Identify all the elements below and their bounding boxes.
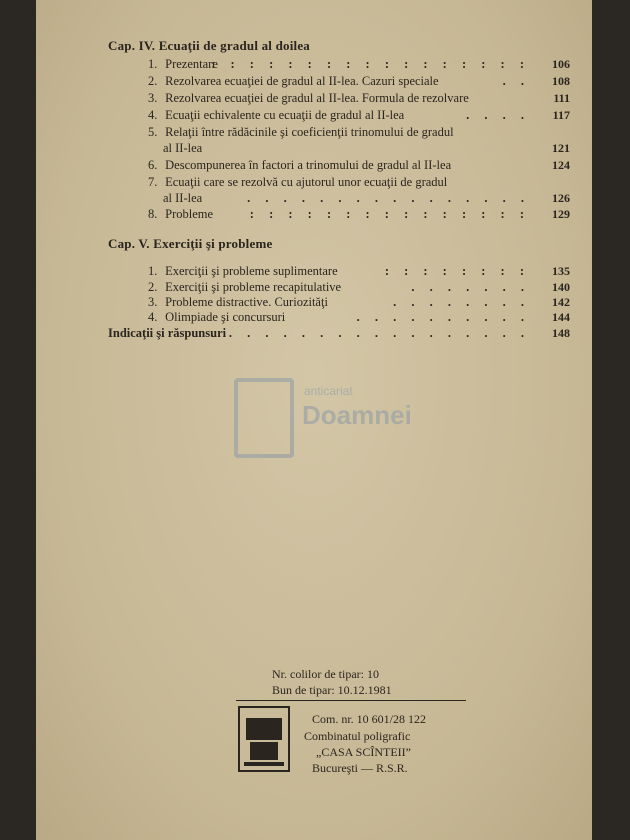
entry-page: 106 [552, 57, 570, 71]
chapter-heading: Cap. V. Exerciţii şi probleme [108, 236, 273, 251]
watermark-logo-icon [234, 378, 294, 458]
entry-page: 129 [552, 207, 570, 221]
entry-page: 148 [552, 326, 570, 340]
answers-entry [108, 326, 570, 341]
entry-page: 124 [552, 158, 570, 172]
toc-entry [148, 157, 570, 173]
printer-house: „CASA SCÎNTEII” [316, 745, 411, 759]
toc-entry [148, 174, 570, 190]
leader-dots: . . . . [466, 108, 530, 122]
entry-title: Rezolvarea ecuaţiei de gradul al II-lea. Formula de rezolvare [165, 91, 469, 105]
entry-number: 3. [148, 295, 158, 309]
entry-continuation: al II-lea [163, 191, 203, 205]
toc-entry [148, 73, 570, 89]
watermark [234, 378, 412, 468]
leader-dots: . . [502, 74, 530, 88]
entry-number: 3. [148, 91, 158, 105]
entry-page: 121 [552, 141, 570, 155]
leader-dots: . . . . . . . . . . . . . . . . [247, 191, 530, 205]
chapter-heading: Cap. IV. Ecuaţii de gradul al doilea [108, 38, 310, 53]
watermark-small-text: anticariat [304, 384, 353, 398]
entry-number: 2. [148, 74, 158, 88]
entry-title: Probleme [165, 207, 214, 221]
entry-page: 126 [552, 191, 570, 205]
leader-dots: . . . . . . . [411, 280, 530, 294]
entry-title: Descompunerea în factori a trinomului de gradul al II-lea [165, 158, 452, 172]
entry-number: 1. [148, 57, 158, 71]
leader-dots: . . . . . . . . . . . . . . . . . . [210, 326, 530, 340]
entry-page: 144 [552, 310, 570, 324]
order-number: Com. nr. 10 601/28 122 [312, 712, 427, 726]
entry-number: 5. [148, 125, 158, 139]
entry-page: 142 [552, 295, 570, 309]
answers-title: Indicaţii şi răspunsuri [108, 326, 227, 340]
leader-dots: : : : : : : : : : : : : : : : : : [211, 57, 530, 71]
entry-title: Exerciţii şi probleme recapitulative [165, 280, 342, 294]
entry-page: 135 [552, 264, 570, 278]
toc-entry [148, 294, 570, 310]
entry-number: 7. [148, 175, 158, 189]
entry-number: 8. [148, 207, 158, 221]
entry-title: Rezolvarea ecuaţiei de gradul al II-lea. Cazuri speciale [165, 74, 439, 88]
entry-continuation: al II-lea [163, 141, 203, 155]
entry-number: 6. [148, 158, 158, 172]
entry-page: 117 [552, 108, 570, 122]
imprint-divider [236, 700, 466, 701]
toc-entry [148, 90, 570, 106]
leader-dots: . . . . . . . . . . [356, 310, 530, 324]
toc-entry [148, 124, 570, 140]
leader-dots: : : : : : : : : [384, 264, 530, 278]
toc-entry [148, 56, 570, 72]
toc-entry [148, 206, 570, 222]
leader-dots: . . . . . . . . [393, 295, 530, 309]
entry-number: 2. [148, 280, 158, 294]
entry-page: 140 [552, 280, 570, 294]
toc-entry [148, 309, 570, 325]
publisher-logo-icon [238, 706, 290, 772]
print-date: Bun de tipar: 10.12.1981 [272, 683, 392, 697]
leader-dots: : : : : : : : : : : : : : : : [249, 207, 530, 221]
entry-title: Olimpiade şi concursuri [165, 310, 286, 324]
book-page [36, 0, 592, 840]
entry-page: 111 [553, 91, 570, 105]
entry-number: 4. [148, 108, 158, 122]
entry-title: Ecuaţii care se rezolvă cu ajutorul unor ecuaţii de gradul [165, 175, 448, 189]
entry-title: Ecuaţii echivalente cu ecuaţii de gradul al II-lea [165, 108, 405, 122]
toc-entry [148, 263, 570, 279]
entry-number: 4. [148, 310, 158, 324]
entry-number: 1. [148, 264, 158, 278]
entry-page: 108 [552, 74, 570, 88]
watermark-big-text: Doamnei [302, 400, 412, 430]
entry-title: Probleme distractive. Curiozităţi [165, 295, 328, 309]
toc-entry [148, 107, 570, 123]
toc-entry [148, 279, 570, 295]
printer-name: Combinatul poligrafic [304, 729, 411, 743]
printer-location: Bucureşti — R.S.R. [312, 761, 408, 775]
entry-title: Exerciţii şi probleme suplimentare [165, 264, 338, 278]
entry-title: Relaţii între rădăcinile şi coeficienţii trinomului de gradul [165, 125, 454, 139]
sheets-count: Nr. colilor de tipar: 10 [272, 667, 379, 681]
entry-title: Prezentare [165, 57, 218, 71]
